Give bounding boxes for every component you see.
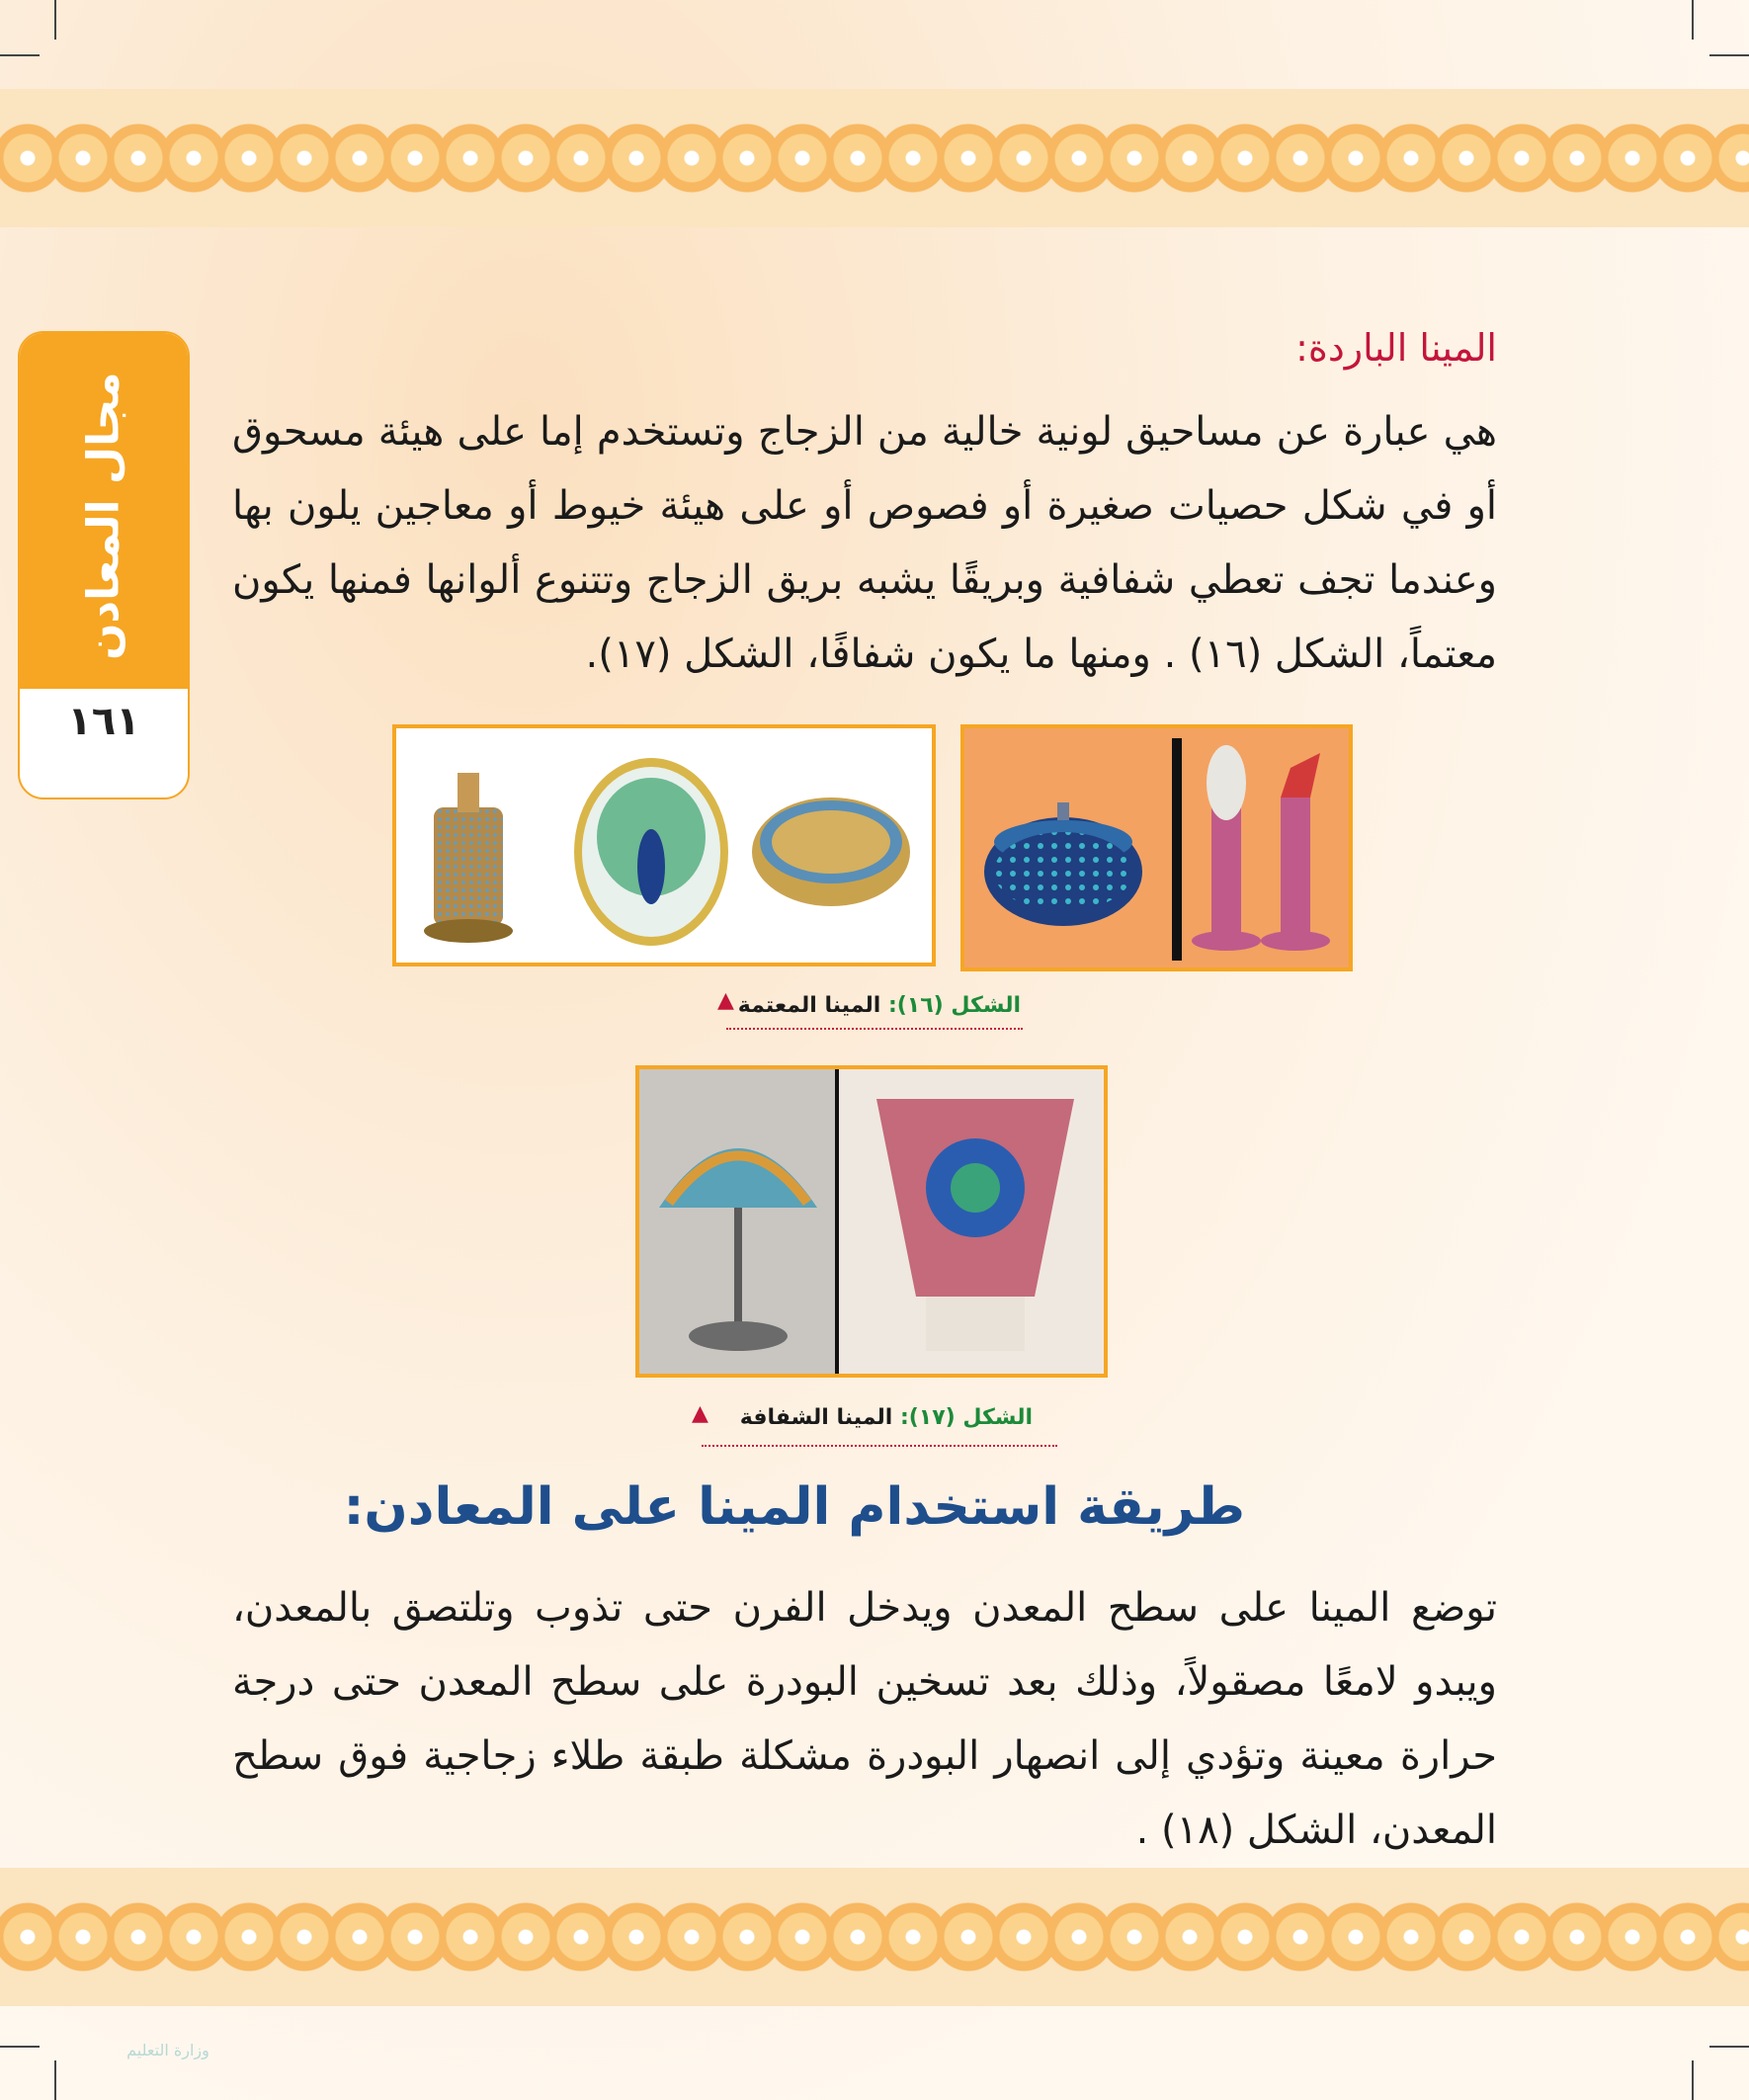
- figure-16-text: المينا المعتمة: [737, 993, 881, 1018]
- flower-border-bottom: [0, 1868, 1749, 2006]
- caption-dotted-line: [702, 1445, 1057, 1447]
- crop-mark: [54, 2060, 56, 2100]
- figure-17-label: الشكل (١٧):: [899, 1405, 1033, 1430]
- arrow-up-icon: ▲: [717, 988, 734, 1013]
- figure-16-caption: [738, 993, 1021, 1018]
- enamel-thimble-icon: [424, 773, 513, 943]
- figure-16-photo-right: [960, 724, 1353, 971]
- figure-16-label: الشكل (١٦):: [887, 993, 1021, 1018]
- method-paragraph: توضع المينا على سطح المعدن ويدخل الفرن حتى تذوب وتلتصق بالمعدن، ويبدو لامعًا مصقولاً، وذلك بعد تسخين البودرة على سطح المعدن حتى درجة حرارة معينة وتؤدي إلى انصهار البودرة مشكلة طبقة طلاء زجاجية فوق سطح المعدن، الشكل (١٨) .: [232, 1585, 1497, 1853]
- crop-mark: [0, 2046, 40, 2048]
- crop-mark: [54, 0, 56, 40]
- opaque-enamel-vases-image: [964, 728, 1349, 967]
- page-number: ١٦١: [67, 699, 140, 744]
- section-title: طريقة استخدام المينا على المعادن:: [343, 1477, 1245, 1537]
- cold-enamel-heading: المينا الباردة:: [1295, 326, 1497, 370]
- flower-border-top: [0, 89, 1749, 227]
- chapter-side-tab: [18, 331, 190, 799]
- caption-dotted-line: [726, 1028, 1023, 1030]
- crop-mark: [1709, 54, 1749, 56]
- opaque-enamel-objects-image: [396, 728, 932, 963]
- ministry-logo: وزارة التعليم: [126, 2041, 209, 2059]
- peacock-plate-icon: [574, 758, 728, 946]
- chapter-title: مجال المعادن: [78, 372, 129, 660]
- figure-17-caption: [740, 1405, 1033, 1430]
- crop-mark: [0, 54, 40, 56]
- side-tab-header: [20, 333, 188, 689]
- enamel-box-icon: [752, 798, 910, 906]
- figure-16-photo-left: [392, 724, 936, 966]
- crop-mark: [1692, 0, 1694, 40]
- arrow-up-icon: ▲: [692, 1401, 708, 1426]
- crop-mark: [1692, 2060, 1694, 2100]
- transparent-enamel-image: [639, 1069, 1104, 1374]
- crop-mark: [1709, 2046, 1749, 2048]
- figure-17-text: المينا الشفافة: [739, 1405, 893, 1430]
- cold-enamel-paragraph: هي عبارة عن مساحيق لونية خالية من الزجاج وتستخدم إما على هيئة مسحوق أو في شكل حصيات صغيرة أو فصوص أو على هيئة خيوط أو معاجين يلون بها وعندما تجف تعطي شفافية وبريقًا يشبه بريق الزجاج وتتنوع ألوانها فمنها يكون معتماً، الشكل (١٦) . ومنها ما يكون شفافًا، الشكل (١٧).: [232, 409, 1497, 677]
- figure-17-photo: [635, 1065, 1108, 1378]
